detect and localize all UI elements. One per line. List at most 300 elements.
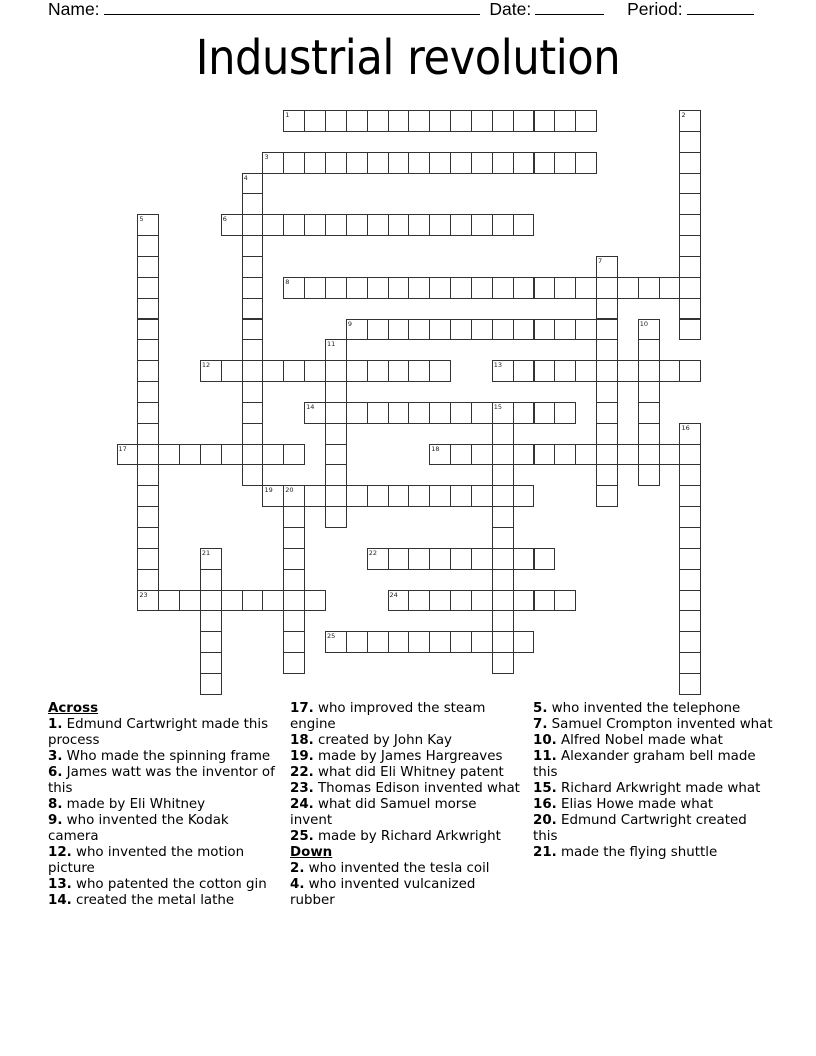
grid-cell[interactable] xyxy=(137,527,159,549)
grid-cell[interactable] xyxy=(242,256,264,278)
grid-cell[interactable] xyxy=(638,360,660,382)
grid-cell[interactable] xyxy=(638,339,660,361)
grid-cell[interactable] xyxy=(242,339,264,361)
grid-cell[interactable] xyxy=(492,590,514,612)
grid-cell[interactable] xyxy=(554,402,576,424)
grid-cell[interactable] xyxy=(679,235,701,257)
grid-cell[interactable] xyxy=(304,152,326,174)
grid-cell[interactable] xyxy=(596,381,618,403)
grid-cell[interactable] xyxy=(408,590,430,612)
grid-cell[interactable] xyxy=(137,548,159,570)
grid-cell[interactable] xyxy=(346,319,368,341)
grid-cell[interactable] xyxy=(450,631,472,653)
grid-cell[interactable] xyxy=(659,277,681,299)
grid-cell[interactable] xyxy=(513,590,535,612)
grid-cell[interactable] xyxy=(429,631,451,653)
grid-cell[interactable] xyxy=(283,506,305,528)
grid-cell[interactable] xyxy=(575,152,597,174)
grid-cell[interactable] xyxy=(450,319,472,341)
grid-cell[interactable] xyxy=(596,464,618,486)
grid-cell[interactable] xyxy=(283,152,305,174)
grid-cell[interactable] xyxy=(575,360,597,382)
grid-cell[interactable] xyxy=(137,339,159,361)
grid-cell[interactable] xyxy=(200,631,222,653)
grid-cell[interactable] xyxy=(617,444,639,466)
grid-cell[interactable] xyxy=(200,590,222,612)
grid-cell[interactable] xyxy=(367,360,389,382)
grid-cell[interactable] xyxy=(137,235,159,257)
grid-cell[interactable] xyxy=(388,152,410,174)
grid-cell[interactable] xyxy=(388,402,410,424)
clue-text: Alfred Nobel made what xyxy=(556,733,723,748)
clue-number-label: 9. xyxy=(48,813,63,828)
grid-cell[interactable] xyxy=(283,527,305,549)
grid-cell[interactable] xyxy=(513,319,535,341)
grid-cell[interactable] xyxy=(262,360,284,382)
grid-cell[interactable] xyxy=(450,152,472,174)
grid-cell[interactable] xyxy=(513,360,535,382)
grid-cell[interactable] xyxy=(471,631,493,653)
grid-cell[interactable] xyxy=(596,298,618,320)
grid-cell[interactable] xyxy=(429,152,451,174)
grid-cell[interactable] xyxy=(304,214,326,236)
grid-cell[interactable] xyxy=(554,590,576,612)
grid-cell[interactable] xyxy=(221,444,243,466)
grid-cell[interactable] xyxy=(137,569,159,591)
grid-cell[interactable] xyxy=(471,485,493,507)
grid-cell[interactable] xyxy=(367,485,389,507)
grid-cell[interactable] xyxy=(679,360,701,382)
clue-number-label: 17. xyxy=(290,701,314,716)
grid-cell[interactable] xyxy=(471,548,493,570)
clue-text: who improved the steam engine xyxy=(290,701,486,732)
grid-cell[interactable] xyxy=(137,360,159,382)
grid-cell[interactable] xyxy=(596,319,618,341)
grid-cell[interactable] xyxy=(679,590,701,612)
grid-cell[interactable] xyxy=(492,527,514,549)
grid-cell[interactable] xyxy=(534,444,556,466)
grid-cell[interactable] xyxy=(346,110,368,132)
grid-cell[interactable] xyxy=(554,360,576,382)
grid-cell[interactable] xyxy=(325,506,347,528)
grid-cell[interactable] xyxy=(200,673,222,695)
grid-cell[interactable] xyxy=(262,590,284,612)
grid-cell[interactable] xyxy=(679,193,701,215)
grid-cell[interactable] xyxy=(408,319,430,341)
grid-cell[interactable] xyxy=(408,548,430,570)
grid-cell[interactable] xyxy=(659,444,681,466)
grid-cell[interactable] xyxy=(575,444,597,466)
grid-cell[interactable] xyxy=(408,214,430,236)
grid-cell[interactable] xyxy=(679,152,701,174)
grid-cell[interactable] xyxy=(388,548,410,570)
grid-cell[interactable] xyxy=(346,152,368,174)
grid-cell[interactable] xyxy=(325,631,347,653)
grid-cell[interactable] xyxy=(221,360,243,382)
grid-cell[interactable] xyxy=(596,485,618,507)
grid-cell[interactable] xyxy=(429,277,451,299)
grid-cell[interactable] xyxy=(429,548,451,570)
clue-down xyxy=(290,861,522,877)
grid-cell[interactable] xyxy=(450,444,472,466)
grid-cell[interactable] xyxy=(325,402,347,424)
grid-cell[interactable] xyxy=(304,110,326,132)
grid-cell[interactable] xyxy=(679,569,701,591)
grid-cell[interactable] xyxy=(575,277,597,299)
grid-cell[interactable] xyxy=(325,110,347,132)
grid-cell[interactable] xyxy=(242,360,264,382)
grid-cell[interactable] xyxy=(283,569,305,591)
grid-cell[interactable] xyxy=(325,277,347,299)
grid-cell[interactable] xyxy=(679,464,701,486)
grid-cell[interactable] xyxy=(575,319,597,341)
grid-cell[interactable] xyxy=(679,610,701,632)
grid-cell[interactable] xyxy=(388,360,410,382)
grid-cell[interactable] xyxy=(346,214,368,236)
grid-cell[interactable] xyxy=(242,444,264,466)
grid-cell[interactable] xyxy=(408,485,430,507)
grid-cell[interactable] xyxy=(242,214,264,236)
clues-col-3 xyxy=(533,701,773,861)
grid-cell[interactable] xyxy=(513,631,535,653)
clue-number-label: 2. xyxy=(290,861,305,876)
grid-cell[interactable] xyxy=(450,214,472,236)
grid-cell[interactable] xyxy=(679,506,701,528)
grid-cell[interactable] xyxy=(492,569,514,591)
grid-cell[interactable] xyxy=(200,548,222,570)
grid-cell[interactable] xyxy=(200,569,222,591)
grid-cell[interactable] xyxy=(137,423,159,445)
grid-cell[interactable] xyxy=(283,214,305,236)
grid-cell[interactable] xyxy=(679,131,701,153)
grid-cell[interactable] xyxy=(679,444,701,466)
grid-cell[interactable] xyxy=(513,402,535,424)
grid-cell[interactable] xyxy=(513,485,535,507)
across-heading: Across xyxy=(48,701,99,716)
grid-cell[interactable] xyxy=(283,590,305,612)
grid-cell[interactable] xyxy=(471,110,493,132)
grid-cell[interactable] xyxy=(408,631,430,653)
grid-cell[interactable] xyxy=(325,152,347,174)
grid-cell[interactable] xyxy=(429,590,451,612)
grid-cell[interactable] xyxy=(408,402,430,424)
clue-number: 12 xyxy=(201,361,211,370)
grid-cell[interactable] xyxy=(137,590,159,612)
grid-cell[interactable] xyxy=(679,485,701,507)
grid-cell[interactable] xyxy=(596,360,618,382)
grid-cell[interactable] xyxy=(534,590,556,612)
grid-cell[interactable] xyxy=(492,402,514,424)
grid-cell[interactable] xyxy=(367,319,389,341)
grid-cell[interactable] xyxy=(388,319,410,341)
grid-cell[interactable] xyxy=(659,360,681,382)
grid-cell[interactable] xyxy=(346,360,368,382)
grid-cell[interactable] xyxy=(638,381,660,403)
grid-cell[interactable] xyxy=(346,485,368,507)
grid-cell[interactable] xyxy=(534,152,556,174)
grid-cell[interactable] xyxy=(554,277,576,299)
grid-cell[interactable] xyxy=(325,214,347,236)
grid-cell[interactable] xyxy=(408,360,430,382)
grid-cell[interactable] xyxy=(596,277,618,299)
grid-cell[interactable] xyxy=(450,402,472,424)
grid-cell[interactable] xyxy=(638,423,660,445)
grid-cell[interactable] xyxy=(242,464,264,486)
grid-cell[interactable] xyxy=(492,423,514,445)
grid-cell[interactable] xyxy=(262,485,284,507)
period-label: Period: xyxy=(627,0,683,19)
grid-cell[interactable] xyxy=(137,402,159,424)
grid-cell[interactable] xyxy=(137,277,159,299)
grid-cell[interactable] xyxy=(679,110,701,132)
grid-cell[interactable] xyxy=(367,152,389,174)
grid-cell[interactable] xyxy=(471,402,493,424)
grid-cell[interactable] xyxy=(471,152,493,174)
grid-cell[interactable] xyxy=(367,277,389,299)
grid-cell[interactable] xyxy=(534,110,556,132)
grid-cell[interactable] xyxy=(137,444,159,466)
grid-cell[interactable] xyxy=(283,360,305,382)
clue-text: Who made the spinning frame xyxy=(62,749,271,764)
grid-cell[interactable] xyxy=(388,590,410,612)
grid-cell[interactable] xyxy=(242,277,264,299)
grid-cell[interactable] xyxy=(638,402,660,424)
grid-cell[interactable] xyxy=(638,319,660,341)
grid-cell[interactable] xyxy=(283,485,305,507)
grid-cell[interactable] xyxy=(471,319,493,341)
grid-cell[interactable] xyxy=(346,631,368,653)
grid-cell[interactable] xyxy=(367,402,389,424)
grid-cell[interactable] xyxy=(492,631,514,653)
grid-cell[interactable] xyxy=(679,256,701,278)
grid-cell[interactable] xyxy=(575,110,597,132)
grid-cell[interactable] xyxy=(513,214,535,236)
grid-cell[interactable] xyxy=(262,152,284,174)
grid-cell[interactable] xyxy=(492,485,514,507)
grid-cell[interactable] xyxy=(221,590,243,612)
grid-cell[interactable] xyxy=(325,444,347,466)
grid-cell[interactable] xyxy=(679,173,701,195)
grid-cell[interactable] xyxy=(325,464,347,486)
clue-number-label: 12. xyxy=(48,845,72,860)
grid-cell[interactable] xyxy=(492,548,514,570)
grid-cell[interactable] xyxy=(325,423,347,445)
grid-cell[interactable] xyxy=(242,590,264,612)
grid-cell[interactable] xyxy=(283,110,305,132)
grid-cell[interactable] xyxy=(513,152,535,174)
grid-cell[interactable] xyxy=(325,485,347,507)
grid-cell[interactable] xyxy=(492,360,514,382)
grid-cell[interactable] xyxy=(325,339,347,361)
grid-cell[interactable] xyxy=(262,214,284,236)
grid-cell[interactable] xyxy=(492,277,514,299)
grid-cell[interactable] xyxy=(429,360,451,382)
grid-cell[interactable] xyxy=(242,319,264,341)
grid-cell[interactable] xyxy=(596,402,618,424)
grid-cell[interactable] xyxy=(450,110,472,132)
grid-cell[interactable] xyxy=(388,214,410,236)
grid-cell[interactable] xyxy=(429,402,451,424)
grid-cell[interactable] xyxy=(534,402,556,424)
grid-cell[interactable] xyxy=(534,319,556,341)
grid-cell[interactable] xyxy=(137,214,159,236)
grid-cell[interactable] xyxy=(408,110,430,132)
grid-cell[interactable] xyxy=(513,548,535,570)
grid-cell[interactable] xyxy=(513,444,535,466)
grid-cell[interactable] xyxy=(679,423,701,445)
grid-cell[interactable] xyxy=(596,256,618,278)
grid-cell[interactable] xyxy=(304,360,326,382)
grid-cell[interactable] xyxy=(471,277,493,299)
clue-text: created the metal lathe xyxy=(71,893,235,908)
grid-cell[interactable] xyxy=(137,464,159,486)
grid-cell[interactable] xyxy=(534,277,556,299)
grid-cell[interactable] xyxy=(262,444,284,466)
grid-cell[interactable] xyxy=(492,652,514,674)
grid-cell[interactable] xyxy=(679,298,701,320)
grid-cell[interactable] xyxy=(429,214,451,236)
clue-number: 8 xyxy=(285,277,290,286)
grid-cell[interactable] xyxy=(554,152,576,174)
grid-cell[interactable] xyxy=(679,319,701,341)
grid-cell[interactable] xyxy=(408,277,430,299)
clue-across xyxy=(48,877,280,893)
grid-cell[interactable] xyxy=(429,110,451,132)
grid-cell[interactable] xyxy=(638,277,660,299)
grid-cell[interactable] xyxy=(242,235,264,257)
grid-cell[interactable] xyxy=(304,485,326,507)
grid-cell[interactable] xyxy=(679,277,701,299)
grid-cell[interactable] xyxy=(367,631,389,653)
grid-cell[interactable] xyxy=(679,214,701,236)
grid-cell[interactable] xyxy=(325,360,347,382)
grid-cell[interactable] xyxy=(513,277,535,299)
grid-cell[interactable] xyxy=(450,548,472,570)
grid-cell[interactable] xyxy=(137,298,159,320)
grid-cell[interactable] xyxy=(200,444,222,466)
grid-cell[interactable] xyxy=(200,610,222,632)
grid-cell[interactable] xyxy=(534,548,556,570)
grid-cell[interactable] xyxy=(492,464,514,486)
grid-cell[interactable] xyxy=(388,485,410,507)
grid-cell[interactable] xyxy=(429,485,451,507)
grid-cell[interactable] xyxy=(304,277,326,299)
grid-cell[interactable] xyxy=(158,444,180,466)
grid-cell[interactable] xyxy=(492,152,514,174)
grid-cell[interactable] xyxy=(450,590,472,612)
grid-cell[interactable] xyxy=(242,298,264,320)
grid-cell[interactable] xyxy=(429,444,451,466)
grid-cell[interactable] xyxy=(325,381,347,403)
grid-cell[interactable] xyxy=(242,423,264,445)
clue-text: who invented vulcanized rubber xyxy=(290,877,476,908)
grid-cell[interactable] xyxy=(283,444,305,466)
grid-cell[interactable] xyxy=(596,444,618,466)
grid-cell[interactable] xyxy=(596,423,618,445)
grid-cell[interactable] xyxy=(158,590,180,612)
grid-cell[interactable] xyxy=(492,444,514,466)
grid-cell[interactable] xyxy=(679,631,701,653)
grid-cell[interactable] xyxy=(388,631,410,653)
grid-cell[interactable] xyxy=(617,360,639,382)
grid-cell[interactable] xyxy=(513,110,535,132)
grid-cell[interactable] xyxy=(596,339,618,361)
grid-cell[interactable] xyxy=(304,402,326,424)
grid-cell[interactable] xyxy=(638,464,660,486)
grid-cell[interactable] xyxy=(137,319,159,341)
grid-cell[interactable] xyxy=(137,485,159,507)
grid-cell[interactable] xyxy=(471,444,493,466)
grid-cell[interactable] xyxy=(554,110,576,132)
grid-cell[interactable] xyxy=(179,590,201,612)
grid-cell[interactable] xyxy=(200,360,222,382)
grid-cell[interactable] xyxy=(117,444,139,466)
grid-cell[interactable] xyxy=(221,214,243,236)
grid-cell[interactable] xyxy=(408,152,430,174)
grid-cell[interactable] xyxy=(137,256,159,278)
grid-cell[interactable] xyxy=(471,590,493,612)
grid-cell[interactable] xyxy=(283,277,305,299)
grid-cell[interactable] xyxy=(367,110,389,132)
date-label: Date: xyxy=(489,0,532,19)
clue-across xyxy=(290,733,522,749)
grid-cell[interactable] xyxy=(242,173,264,195)
grid-cell[interactable] xyxy=(179,444,201,466)
clue-across xyxy=(290,829,522,845)
grid-cell[interactable] xyxy=(242,193,264,215)
grid-cell[interactable] xyxy=(450,485,472,507)
grid-cell[interactable] xyxy=(554,444,576,466)
grid-cell[interactable] xyxy=(679,652,701,674)
clue-down xyxy=(533,781,773,797)
grid-cell[interactable] xyxy=(367,548,389,570)
grid-cell[interactable] xyxy=(679,548,701,570)
grid-cell[interactable] xyxy=(242,402,264,424)
grid-cell[interactable] xyxy=(554,319,576,341)
grid-cell[interactable] xyxy=(450,277,472,299)
grid-cell[interactable] xyxy=(137,381,159,403)
grid-cell[interactable] xyxy=(367,214,389,236)
grid-cell[interactable] xyxy=(304,590,326,612)
grid-cell[interactable] xyxy=(679,673,701,695)
grid-cell[interactable] xyxy=(429,319,451,341)
grid-cell[interactable] xyxy=(638,444,660,466)
grid-cell[interactable] xyxy=(471,214,493,236)
clue-across xyxy=(290,765,522,781)
grid-cell[interactable] xyxy=(388,110,410,132)
grid-cell[interactable] xyxy=(388,277,410,299)
grid-cell[interactable] xyxy=(534,360,556,382)
grid-cell[interactable] xyxy=(492,214,514,236)
grid-cell[interactable] xyxy=(492,506,514,528)
clue-number: 22 xyxy=(368,548,377,557)
grid-cell[interactable] xyxy=(242,381,264,403)
clue-across xyxy=(290,797,522,829)
grid-cell[interactable] xyxy=(492,319,514,341)
grid-cell[interactable] xyxy=(283,548,305,570)
grid-cell[interactable] xyxy=(492,110,514,132)
grid-cell[interactable] xyxy=(200,652,222,674)
grid-cell[interactable] xyxy=(283,652,305,674)
grid-cell[interactable] xyxy=(346,277,368,299)
grid-cell[interactable] xyxy=(283,631,305,653)
grid-cell[interactable] xyxy=(346,402,368,424)
grid-cell[interactable] xyxy=(137,506,159,528)
grid-cell[interactable] xyxy=(617,277,639,299)
grid-cell[interactable] xyxy=(679,527,701,549)
grid-cell[interactable] xyxy=(283,610,305,632)
grid-cell[interactable] xyxy=(492,610,514,632)
